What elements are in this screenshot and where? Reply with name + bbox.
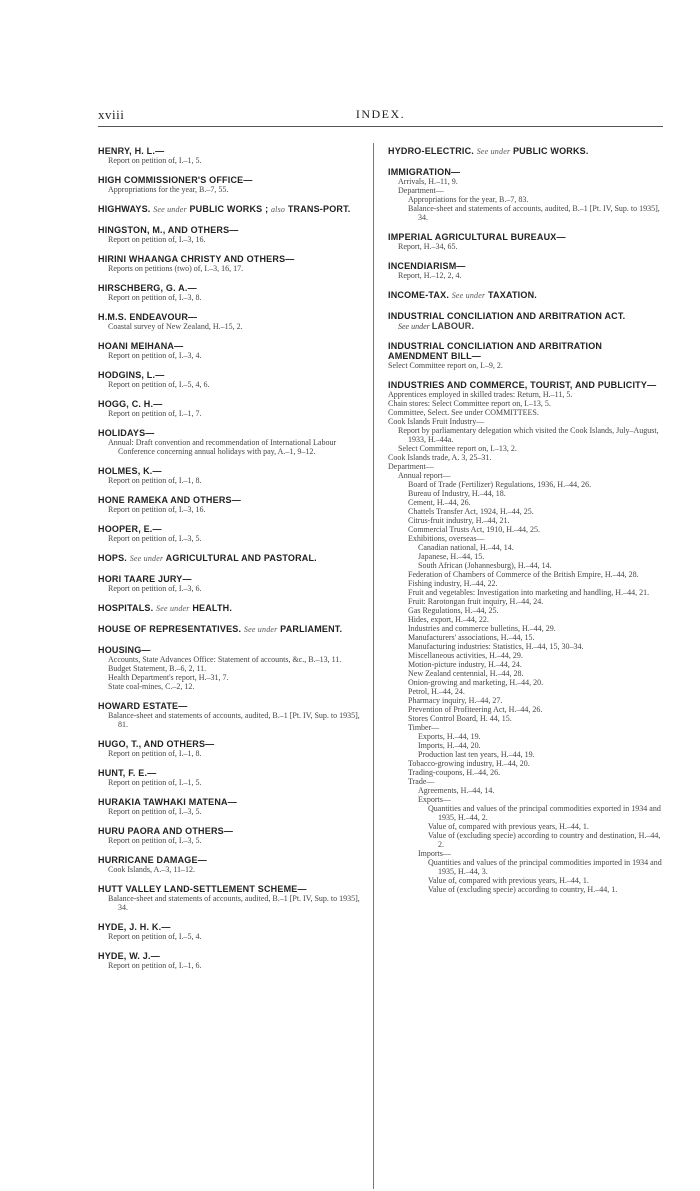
entry-subline: Imports, H.–44, 20. xyxy=(418,741,481,750)
entry-title: INDUSTRIAL CONCILIATION AND ARBITRATION ACT. xyxy=(388,311,626,321)
cross-reference: HEALTH. xyxy=(192,603,233,613)
left-column xyxy=(98,146,370,980)
index-entry xyxy=(388,290,663,301)
entry-heading xyxy=(388,380,663,390)
entry-subline: Bureau of Industry, H.–44, 18. xyxy=(408,489,506,498)
entry-subline: Value of, compared with previous years, H.–44, 1. xyxy=(428,822,589,831)
index-entry xyxy=(98,225,370,244)
entry-heading xyxy=(98,399,370,409)
index-entry xyxy=(98,175,370,194)
entry-subline: Japanese, H.–44, 15. xyxy=(418,552,485,561)
entry-subline: Report on petition of, I.–1, 8. xyxy=(108,476,202,485)
entry-title: HOLIDAYS— xyxy=(98,428,155,438)
entry-heading xyxy=(98,645,370,655)
entry-heading xyxy=(98,603,370,614)
entry-heading xyxy=(98,204,370,215)
cross-reference: TRANS-PORT. xyxy=(287,204,351,214)
entry-subline: Cement, H.–44, 26. xyxy=(408,498,471,507)
entry-title: HONE RAMEKA AND OTHERS— xyxy=(98,495,241,505)
entry-subline: Hides, export, H.–44, 22. xyxy=(408,615,489,624)
entry-subline: Cook Islands trade, A. 3, 25–31. xyxy=(388,453,492,462)
entry-subline: Trade— xyxy=(408,777,435,786)
cross-reference: AGRICULTURAL AND PASTORAL. xyxy=(165,553,317,563)
entry-subline: Value of (excluding specie) according to country, H.–44, 1. xyxy=(428,885,618,894)
see-under-note: See under xyxy=(156,604,190,613)
entry-title: HODGINS, L.— xyxy=(98,370,165,380)
entry-title: HOWARD ESTATE— xyxy=(98,701,188,711)
entry-subline: Accounts, State Advances Office: Statement of accounts, &c., B.–13, 11. xyxy=(108,655,342,664)
index-entry xyxy=(98,524,370,543)
entry-title: HYDRO-ELECTRIC. xyxy=(388,146,474,156)
entry-subline: Manufacturing industries: Statistics, H.–44, 15, 30–34. xyxy=(408,642,584,651)
right-column xyxy=(388,146,663,904)
cross-reference: PUBLIC WORKS. xyxy=(512,146,589,156)
entry-title: HOUSING— xyxy=(98,645,151,655)
entry-title: HUGO, T., AND OTHERS— xyxy=(98,739,215,749)
entry-subline: Stores Control Board, H. 44, 15. xyxy=(408,714,512,723)
entry-subline: Report on petition of, I.–5, 4. xyxy=(108,932,202,941)
entry-title: HOUSE OF REPRESENTATIVES. xyxy=(98,624,242,634)
cross-reference: PUBLIC WORKS ; xyxy=(189,204,269,214)
index-entry xyxy=(98,428,370,456)
see-under-note: See under xyxy=(153,205,187,214)
index-entry xyxy=(98,797,370,816)
entry-subline: Tobacco-growing industry, H.–44, 20. xyxy=(408,759,530,768)
index-entry xyxy=(388,311,663,331)
entry-title: HOSPITALS. xyxy=(98,603,154,613)
index-entry xyxy=(98,466,370,485)
entry-subline: Report on petition of, I.–3, 4. xyxy=(108,351,202,360)
cross-reference: LABOUR. xyxy=(431,321,475,331)
index-entry xyxy=(98,951,370,970)
entry-subline: Select Committee report on, I.–9, 2. xyxy=(388,361,503,370)
entry-heading xyxy=(388,261,663,271)
entry-subline: Quantities and values of the principal commodities exported in 1934 and 1935, H.–44, 2. xyxy=(428,804,661,822)
entry-heading xyxy=(98,495,370,505)
entry-subline: Fishing industry, H.–44, 22. xyxy=(408,579,498,588)
entry-title: HIGHWAYS. xyxy=(98,204,151,214)
entry-subline: Report on petition of, I.–3, 5. xyxy=(108,807,202,816)
entry-subline: Value of (excluding specie) according to country and destination, H.–44, 2. xyxy=(428,831,661,849)
index-entry xyxy=(98,645,370,691)
entry-subline: Gas Regulations, H.–44, 25. xyxy=(408,606,499,615)
entry-title: HOANI MEIHANA— xyxy=(98,341,184,351)
entry-heading xyxy=(98,951,370,961)
entry-subline: Report on petition of, I.–3, 5. xyxy=(108,836,202,845)
entry-subline: Miscellaneous activities, H.–44, 29. xyxy=(408,651,523,660)
entry-heading xyxy=(98,341,370,351)
see-under-line xyxy=(388,321,663,331)
entry-title: INDUSTRIES AND COMMERCE, TOURIST, AND PUBLICITY— xyxy=(388,380,657,390)
entry-heading xyxy=(98,624,370,635)
entry-subline: Appropriations for the year, B.–7, 55. xyxy=(108,185,229,194)
entry-title: HOOPER, E.— xyxy=(98,524,162,534)
see-also-note: also xyxy=(270,205,286,214)
entry-subline: Report on petition of, I.–1, 5. xyxy=(108,778,202,787)
index-entry xyxy=(388,341,663,370)
entry-heading xyxy=(98,797,370,807)
index-entry xyxy=(98,495,370,514)
entry-title: HENRY, H. L.— xyxy=(98,146,165,156)
index-entry xyxy=(98,370,370,389)
entry-subline: Federation of Chambers of Commerce of the British Empire, H.–44, 28. xyxy=(408,570,639,579)
index-entry xyxy=(98,826,370,845)
entry-subline: Value of, compared with previous years, H.–44, 1. xyxy=(428,876,589,885)
entry-subline: Exports— xyxy=(418,795,451,804)
entry-heading xyxy=(98,254,370,264)
entry-subline: Prevention of Profiteering Act, H.–44, 26. xyxy=(408,705,543,714)
entry-title: IMPERIAL AGRICULTURAL BUREAUX— xyxy=(388,232,566,242)
index-entry xyxy=(98,399,370,418)
entry-subline: Apprentices employed in skilled trades: Return, H.–11, 5. xyxy=(388,390,573,399)
entry-subline: Balance-sheet and statements of accounts, audited, B.–1 [Pt. IV, Sup. to 1935], 34. xyxy=(108,894,360,912)
entry-title: HURU PAORA AND OTHERS— xyxy=(98,826,234,836)
entry-subline: Exports, H.–44, 19. xyxy=(418,732,481,741)
entry-subline: Appropriations for the year, B.–7, 83. xyxy=(408,195,529,204)
entry-subline: Agreements, H.–44, 14. xyxy=(418,786,495,795)
entry-subline: Report on petition of, I.–1, 8. xyxy=(108,749,202,758)
entry-subline: Citrus-fruit industry, H.–44, 21. xyxy=(408,516,510,525)
entry-heading xyxy=(98,768,370,778)
index-entry xyxy=(98,922,370,941)
entry-heading xyxy=(98,574,370,584)
entry-heading xyxy=(98,922,370,932)
index-entry xyxy=(388,261,663,280)
index-entry xyxy=(98,603,370,614)
entry-subline: Imports— xyxy=(418,849,451,858)
entry-title: HIRSCHBERG, G. A.— xyxy=(98,283,197,293)
entry-title: INDUSTRIAL CONCILIATION AND ARBITRATION AMENDMENT BILL— xyxy=(388,341,603,361)
entry-heading xyxy=(98,524,370,534)
entry-heading xyxy=(98,146,370,156)
entry-subline: Cook Islands, A.–3, 11–12. xyxy=(108,865,196,874)
entry-subline: Report on petition of, I.–3, 6. xyxy=(108,584,202,593)
see-under-note: See under xyxy=(476,147,511,156)
entry-subline: Select Committee report on, I.–13, 2. xyxy=(398,444,517,453)
entry-heading xyxy=(98,283,370,293)
index-entry xyxy=(98,146,370,165)
index-entry xyxy=(98,574,370,593)
entry-subline: Industries and commerce bulletins, H.–44, 29. xyxy=(408,624,556,633)
entry-subline: Chattels Transfer Act, 1924, H.–44, 25. xyxy=(408,507,534,516)
index-entry xyxy=(98,768,370,787)
entry-heading xyxy=(98,225,370,235)
entry-title: HUTT VALLEY LAND-SETTLEMENT SCHEME— xyxy=(98,884,307,894)
entry-heading xyxy=(98,175,370,185)
entry-subline: Petrol, H.–44, 24. xyxy=(408,687,465,696)
entry-heading xyxy=(388,311,663,321)
entry-subline: Budget Statement, B.–6, 2, 11. xyxy=(108,664,207,673)
entry-subline: Balance-sheet and statements of accounts, audited, B.–1 [Pt. IV, Sup. to 1935], 34. xyxy=(408,204,660,222)
entry-title: HORI TAARE JURY— xyxy=(98,574,192,584)
entry-subline: Report on petition of, I.–1, 7. xyxy=(108,409,202,418)
entry-heading xyxy=(98,466,370,476)
entry-subline: Report on petition of, I.–3, 5. xyxy=(108,534,202,543)
entry-subline: Motion-picture industry, H.–44, 24. xyxy=(408,660,522,669)
index-entry xyxy=(98,739,370,758)
entry-subline: Canadian national, H.–44, 14. xyxy=(418,543,514,552)
page-header xyxy=(98,107,663,125)
index-entry xyxy=(98,855,370,874)
cross-reference: TAXATION. xyxy=(488,290,537,300)
entry-subline: Report on petition of, I.–1, 6. xyxy=(108,961,202,970)
entry-title: HOLMES, K.— xyxy=(98,466,162,476)
entry-title: INCENDIARISM— xyxy=(388,261,466,271)
entry-subline: Commercial Trusts Act, 1910, H.–44, 25. xyxy=(408,525,541,534)
entry-subline: Report, H.–34, 65. xyxy=(398,242,458,251)
entry-subline: Quantities and values of the principal commodities imported in 1934 and 1935, H.–44, 3. xyxy=(428,858,662,876)
running-head: INDEX. xyxy=(355,107,406,121)
entry-subline: Report on petition of, I.–3, 16. xyxy=(108,505,206,514)
entry-subline: Timber— xyxy=(408,723,440,732)
entry-subline: Report on petition of, I.–3, 8. xyxy=(108,293,202,302)
entry-heading xyxy=(98,701,370,711)
entry-subline: Fruit: Rarotongan fruit inquiry, H.–44, 24. xyxy=(408,597,544,606)
entry-heading xyxy=(98,553,370,564)
entry-title: HYDE, J. H. K.— xyxy=(98,922,171,932)
entry-subline: Health Department's report, H.–31, 7. xyxy=(108,673,229,682)
cross-reference: PARLIAMENT. xyxy=(280,624,343,634)
entry-subline: Trading-coupons, H.–44, 26. xyxy=(408,768,501,777)
index-entry xyxy=(388,380,663,894)
entry-title: INCOME-TAX. xyxy=(388,290,450,300)
entry-subline: Department— xyxy=(388,462,434,471)
entry-title: HIRINI WHAANGA CHRISTY AND OTHERS— xyxy=(98,254,295,264)
entry-title: HOGG, C. H.— xyxy=(98,399,163,409)
entry-subline: Fruit and vegetables: Investigation into marketing and handling, H.–44, 21. xyxy=(408,588,650,597)
entry-title: HURRICANE DAMAGE— xyxy=(98,855,207,865)
entry-subline: South African (Johannesburg), H.–44, 14. xyxy=(418,561,552,570)
entry-title: HOPS. xyxy=(98,553,128,563)
entry-subline: Arrivals, H.–11, 9. xyxy=(398,177,458,186)
entry-heading xyxy=(98,855,370,865)
entry-subline: Annual: Draft convention and recommendation of International Labour Conference concerning annual holidays with pay, A.–1, 9–12. xyxy=(108,438,337,456)
entry-subline: New Zealand centennial, H.–44, 28. xyxy=(408,669,524,678)
index-entry xyxy=(98,884,370,912)
entry-subline: Report on petition of, I.–3, 16. xyxy=(108,235,206,244)
entry-subline: Annual report— xyxy=(398,471,451,480)
see-under-note: See under xyxy=(398,322,430,331)
entry-title: HINGSTON, M., AND OTHERS— xyxy=(98,225,239,235)
entry-subline: Onion-growing and marketing, H.–44, 20. xyxy=(408,678,544,687)
entry-subline: Report, H.–12, 2, 4. xyxy=(398,271,462,280)
see-under-note: See under xyxy=(451,291,486,300)
entry-subline: Board of Trade (Fertilizer) Regulations, 1936, H.–44, 26. xyxy=(408,480,592,489)
entry-heading xyxy=(98,739,370,749)
entry-heading xyxy=(98,428,370,438)
index-entry xyxy=(98,341,370,360)
entry-heading xyxy=(388,146,663,157)
entry-subline: Reports on petitions (two) of, I.–3, 16, 17. xyxy=(108,264,244,273)
entry-heading xyxy=(388,341,663,361)
entry-subline: Chain stores: Select Committee report on, I.–13, 5. xyxy=(388,399,551,408)
entry-title: H.M.S. ENDEAVOUR— xyxy=(98,312,198,322)
entry-subline: State coal-mines, C.–2, 12. xyxy=(108,682,195,691)
entry-subline: Report on petition of, I.–5, 4, 6. xyxy=(108,380,210,389)
entry-heading xyxy=(388,232,663,242)
entry-subline: Report on petition of, I.–1, 5. xyxy=(108,156,202,165)
entry-subline: Balance-sheet and statements of accounts, audited, B.–1 [Pt. IV, Sup. to 1935], 81. xyxy=(108,711,360,729)
index-entry xyxy=(388,167,663,222)
entry-title: IMMIGRATION— xyxy=(388,167,461,177)
entry-subline: Cook Islands Fruit Industry— xyxy=(388,417,485,426)
entry-title: HURAKIA TAWHAKI MATENA— xyxy=(98,797,237,807)
entry-subline: Report by parliamentary delegation which visited the Cook Islands, July–August, 1933, H.–44a. xyxy=(398,426,659,444)
index-entry xyxy=(98,701,370,729)
index-entry xyxy=(98,312,370,331)
entry-subline: Committee, Select. See under COMMITTEES. xyxy=(388,408,539,417)
entry-subline: Production last ten years, H.–44, 19. xyxy=(418,750,535,759)
entry-heading xyxy=(98,884,370,894)
page-number: xviii xyxy=(98,107,125,122)
index-entry xyxy=(98,553,370,564)
index-entry xyxy=(388,146,663,157)
index-entry xyxy=(98,204,370,215)
entry-heading xyxy=(98,312,370,322)
entry-heading xyxy=(388,167,663,177)
column-divider xyxy=(373,143,374,1189)
index-entry xyxy=(98,624,370,635)
header-rule xyxy=(98,126,663,127)
entry-heading xyxy=(98,826,370,836)
entry-title: HYDE, W. J.— xyxy=(98,951,160,961)
entry-subline: Exhibitions, overseas— xyxy=(408,534,485,543)
entry-heading xyxy=(388,290,663,301)
entry-subline: Coastal survey of New Zealand, H.–15, 2. xyxy=(108,322,243,331)
see-under-note: See under xyxy=(243,625,278,634)
entry-heading xyxy=(98,370,370,380)
entry-title: HUNT, F. E.— xyxy=(98,768,157,778)
see-under-note: See under xyxy=(129,554,164,563)
index-entry xyxy=(98,254,370,273)
entry-subline: Manufacturers' associations, H.–44, 15. xyxy=(408,633,535,642)
entry-subline: Department— xyxy=(398,186,444,195)
entry-title: HIGH COMMISSIONER'S OFFICE— xyxy=(98,175,253,185)
index-entry xyxy=(388,232,663,251)
index-entry xyxy=(98,283,370,302)
entry-subline: Pharmacy inquiry, H.–44, 27. xyxy=(408,696,503,705)
